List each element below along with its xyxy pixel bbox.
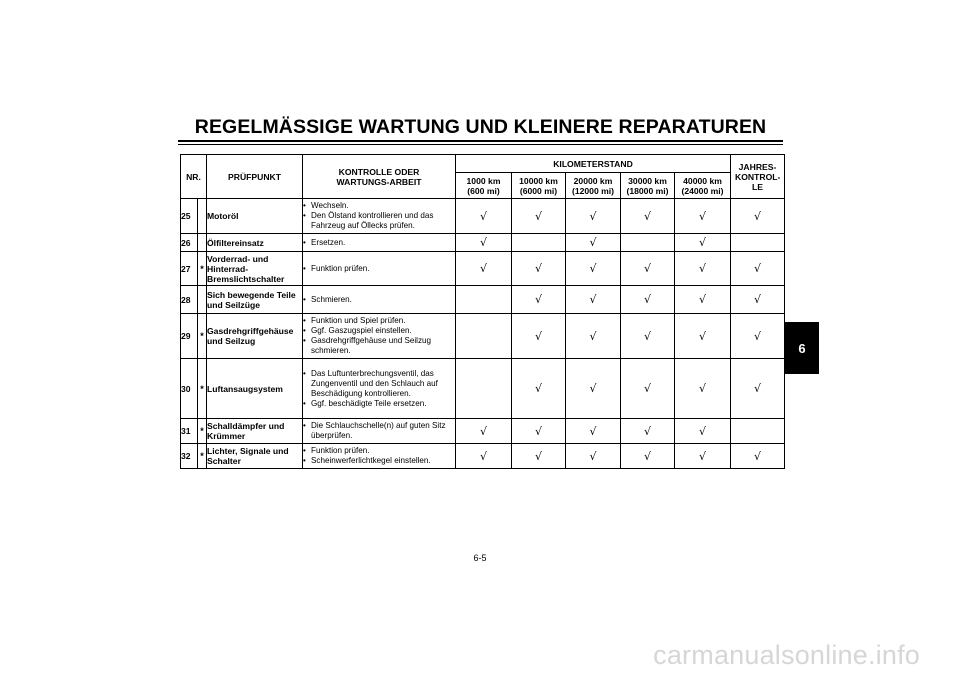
check-item: Vorderrad- und Hinterrad-Bremslichtschalter bbox=[207, 252, 303, 286]
checkmark-icon: √ bbox=[731, 444, 785, 469]
row-number: 28 bbox=[181, 286, 198, 314]
dealer-mark: * bbox=[198, 314, 207, 359]
empty-cell bbox=[456, 286, 512, 314]
empty-cell bbox=[512, 234, 566, 252]
bullet-icon: • bbox=[303, 446, 306, 455]
check-item: Lichter, Signale und Schalter bbox=[207, 444, 303, 469]
bullet-icon: • bbox=[303, 456, 306, 465]
interval-mi: (600 mi) bbox=[467, 185, 500, 196]
check-action bbox=[303, 399, 455, 409]
checkmark-icon: √ bbox=[566, 234, 621, 252]
checkmark-icon: √ bbox=[456, 234, 512, 252]
bullet-icon: • bbox=[303, 211, 306, 220]
checkmark-icon: √ bbox=[456, 199, 512, 234]
header-kilometerstand: KILOMETERSTAND bbox=[456, 155, 731, 173]
checkmark-icon: √ bbox=[675, 234, 731, 252]
check-action-text: Schmieren. bbox=[311, 294, 352, 304]
check-action bbox=[303, 456, 455, 466]
check-action-text: Ggf. beschädigte Teile ersetzen. bbox=[311, 398, 427, 408]
checkmark-icon: √ bbox=[512, 419, 566, 444]
header-pruefpunkt: PRÜFPUNKT bbox=[207, 155, 303, 199]
bullet-icon: • bbox=[303, 294, 306, 304]
check-actions bbox=[303, 286, 456, 314]
check-item: Sich bewegende Teile und Seilzüge bbox=[207, 286, 303, 314]
checkmark-icon: √ bbox=[621, 252, 675, 286]
row-number: 30 bbox=[181, 359, 198, 419]
checkmark-icon: √ bbox=[621, 199, 675, 234]
header-interval bbox=[675, 173, 731, 199]
check-actions bbox=[303, 199, 456, 234]
row-number: 32 bbox=[181, 444, 198, 469]
check-action-text: Das Luftunterbrechungsventil, das Zungenventil und den Schlauch auf Beschädigung kontrollieren. bbox=[311, 368, 438, 398]
checkmark-icon: √ bbox=[456, 419, 512, 444]
checkmark-icon: √ bbox=[731, 252, 785, 286]
checkmark-icon: √ bbox=[512, 199, 566, 234]
dealer-mark bbox=[198, 234, 207, 252]
dealer-mark bbox=[198, 286, 207, 314]
checkmark-icon: √ bbox=[512, 286, 566, 314]
watermark: carmanualsonline.info bbox=[653, 640, 920, 670]
checkmark-icon: √ bbox=[566, 252, 621, 286]
header-nr: NR. bbox=[181, 155, 207, 199]
header-jahreskontrolle: JAHRES-KONTROL-LE bbox=[731, 155, 785, 199]
page-title: REGELMÄSSIGE WARTUNG UND KLEINERE REPARATUREN bbox=[194, 116, 767, 138]
check-actions bbox=[303, 359, 456, 419]
interval-km: 1000 km bbox=[466, 175, 501, 186]
checkmark-icon: √ bbox=[621, 314, 675, 359]
bullet-icon: • bbox=[303, 237, 306, 247]
checkmark-icon: √ bbox=[675, 199, 731, 234]
checkmark-icon: √ bbox=[675, 286, 731, 314]
table-row bbox=[181, 419, 785, 444]
header-interval bbox=[512, 173, 566, 199]
dealer-mark: * bbox=[198, 419, 207, 444]
checkmark-icon: √ bbox=[675, 359, 731, 419]
check-actions bbox=[303, 314, 456, 359]
check-item: Gasdrehgriffgehäuse und Seilzug bbox=[207, 314, 303, 359]
check-actions bbox=[303, 234, 456, 252]
check-action bbox=[303, 211, 455, 231]
interval-mi: (6000 mi) bbox=[519, 185, 558, 196]
checkmark-icon: √ bbox=[566, 419, 621, 444]
chapter-tab[interactable]: 6 bbox=[785, 322, 819, 374]
check-action bbox=[303, 295, 455, 305]
checkmark-icon: √ bbox=[566, 286, 621, 314]
checkmark-icon: √ bbox=[512, 444, 566, 469]
check-item: Luftansaugsystem bbox=[207, 359, 303, 419]
checkmark-icon: √ bbox=[675, 252, 731, 286]
check-action-text: Ggf. Gaszugspiel einstellen. bbox=[311, 326, 412, 335]
empty-cell bbox=[456, 359, 512, 419]
checkmark-icon: √ bbox=[621, 359, 675, 419]
check-action bbox=[303, 316, 455, 326]
check-action bbox=[303, 201, 455, 211]
check-action bbox=[303, 326, 455, 336]
check-item: Ölfiltereinsatz bbox=[207, 234, 303, 252]
checkmark-icon: √ bbox=[456, 252, 512, 286]
empty-cell bbox=[456, 314, 512, 359]
page-number: 6-5 bbox=[473, 553, 487, 563]
dealer-mark: * bbox=[198, 444, 207, 469]
dealer-mark bbox=[198, 199, 207, 234]
check-action-text: Ersetzen. bbox=[311, 237, 346, 247]
row-number: 27 bbox=[181, 252, 198, 286]
check-action-text: Die Schlauchschelle(n) auf guten Sitz überprüfen. bbox=[311, 421, 446, 440]
dealer-mark: * bbox=[198, 252, 207, 286]
bullet-icon: • bbox=[303, 421, 306, 430]
interval-mi: (24000 mi) bbox=[681, 185, 724, 196]
interval-mi: (18000 mi) bbox=[626, 185, 669, 196]
interval-km: 20000 km bbox=[573, 175, 613, 186]
title-rule bbox=[178, 140, 783, 142]
check-actions bbox=[303, 444, 456, 469]
check-action-text: Den Ölstand kontrollieren und das Fahrzeug auf Öllecks prüfen. bbox=[311, 211, 434, 230]
interval-mi: (12000 mi) bbox=[571, 185, 615, 196]
check-action bbox=[303, 238, 455, 248]
bullet-icon: • bbox=[303, 316, 306, 325]
empty-cell bbox=[621, 234, 675, 252]
dealer-mark: * bbox=[198, 359, 207, 419]
check-actions bbox=[303, 252, 456, 286]
checkmark-icon: √ bbox=[456, 444, 512, 469]
check-action-text: Funktion prüfen. bbox=[311, 446, 370, 455]
check-action bbox=[303, 421, 455, 441]
table-row bbox=[181, 252, 785, 286]
table-row bbox=[181, 359, 785, 419]
table-row bbox=[181, 234, 785, 252]
checkmark-icon: √ bbox=[512, 314, 566, 359]
header-kontrolle: KONTROLLE ODER WARTUNGS-ARBEIT bbox=[303, 155, 456, 199]
check-action-text: Gasdrehgriffgehäuse und Seilzug schmieren. bbox=[311, 336, 431, 355]
row-number: 31 bbox=[181, 419, 198, 444]
checkmark-icon: √ bbox=[566, 444, 621, 469]
bullet-icon: • bbox=[303, 263, 306, 273]
checkmark-icon: √ bbox=[731, 286, 785, 314]
bullet-icon: • bbox=[303, 368, 306, 378]
header-interval bbox=[456, 173, 512, 199]
header-interval bbox=[566, 173, 621, 199]
check-action-text: Funktion prüfen. bbox=[311, 263, 370, 273]
checkmark-icon: √ bbox=[621, 286, 675, 314]
checkmark-icon: √ bbox=[675, 419, 731, 444]
table-row bbox=[181, 314, 785, 359]
header-interval bbox=[621, 173, 675, 199]
table-row bbox=[181, 444, 785, 469]
checkmark-icon: √ bbox=[731, 199, 785, 234]
check-action bbox=[303, 264, 455, 274]
checkmark-icon: √ bbox=[512, 252, 566, 286]
row-number: 29 bbox=[181, 314, 198, 359]
check-item: Motoröl bbox=[207, 199, 303, 234]
check-action bbox=[303, 369, 455, 399]
row-number: 25 bbox=[181, 199, 198, 234]
maintenance-table bbox=[180, 154, 785, 469]
interval-km: 40000 km bbox=[683, 175, 722, 186]
interval-km: 30000 km bbox=[628, 175, 667, 186]
empty-cell bbox=[731, 234, 785, 252]
checkmark-icon: √ bbox=[566, 314, 621, 359]
checkmark-icon: √ bbox=[675, 314, 731, 359]
checkmark-icon: √ bbox=[621, 444, 675, 469]
checkmark-icon: √ bbox=[731, 314, 785, 359]
check-action-text: Scheinwerferlichtkegel einstellen. bbox=[311, 456, 431, 465]
empty-cell bbox=[731, 419, 785, 444]
row-number: 26 bbox=[181, 234, 198, 252]
bullet-icon: • bbox=[303, 201, 306, 210]
table-row bbox=[181, 286, 785, 314]
checkmark-icon: √ bbox=[675, 444, 731, 469]
check-action bbox=[303, 336, 455, 356]
bullet-icon: • bbox=[303, 398, 306, 408]
check-action-text: Wechseln. bbox=[311, 201, 349, 210]
table-row bbox=[181, 199, 785, 234]
bullet-icon: • bbox=[303, 336, 306, 345]
title-rule-thin bbox=[178, 144, 783, 145]
checkmark-icon: √ bbox=[512, 359, 566, 419]
interval-km: 10000 km bbox=[519, 175, 558, 186]
checkmark-icon: √ bbox=[621, 419, 675, 444]
checkmark-icon: √ bbox=[566, 359, 621, 419]
bullet-icon: • bbox=[303, 326, 306, 335]
checkmark-icon: √ bbox=[566, 199, 621, 234]
check-action bbox=[303, 446, 455, 456]
checkmark-icon: √ bbox=[731, 359, 785, 419]
check-item: Schalldämpfer und Krümmer bbox=[207, 419, 303, 444]
check-actions bbox=[303, 419, 456, 444]
check-action-text: Funktion und Spiel prüfen. bbox=[311, 316, 406, 325]
